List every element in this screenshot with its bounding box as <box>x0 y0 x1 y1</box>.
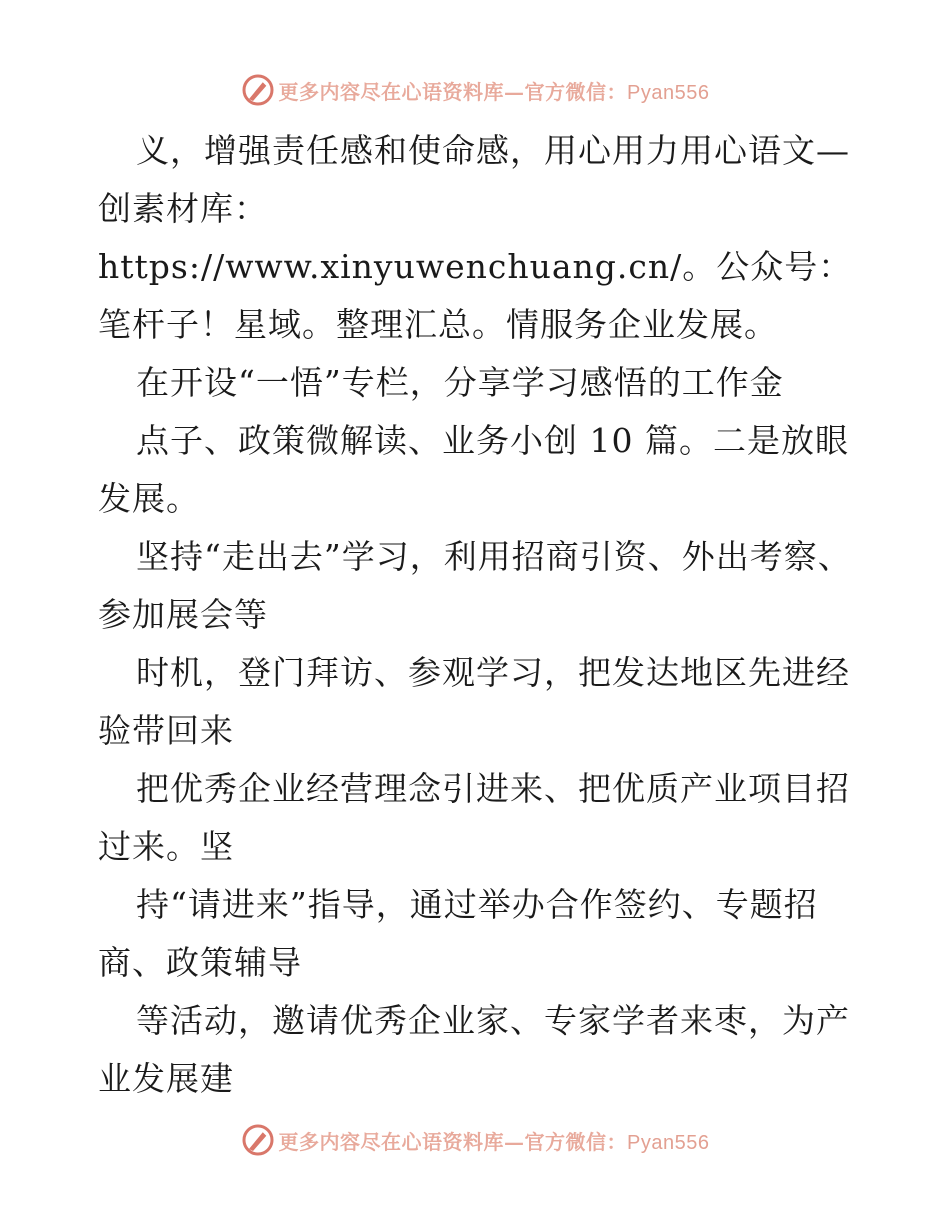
watermark-text <box>279 1126 710 1155</box>
paragraph-4: 坚持“走出去”学习，利用招商引资、外出考察、参加展会等 <box>98 537 852 634</box>
watermark-dash: — <box>504 79 525 104</box>
paragraph-7: 持“请进来”指导，通过举办合作签约、专题招商、政策辅导 <box>98 885 818 982</box>
watermark-id: Pyan556 <box>627 81 710 104</box>
paragraph-1: 义，增强责任感和使命感，用心用力用心语文—创素材库：https://www.xinyuwenchuang.cn/。公众号：笔杆子！星域。整理汇总。情服务企业发展。 <box>98 131 853 344</box>
watermark-main: 更多内容尽在心语资料库 <box>278 79 505 104</box>
watermark-banner-top <box>0 70 950 110</box>
paragraph-5: 时机，登门拜访、参观学习，把发达地区先进经验带回来 <box>98 653 850 750</box>
watermark-text <box>279 76 710 105</box>
watermark-main: 更多内容尽在心语资料库 <box>278 1129 505 1154</box>
watermark-official: 官方微信： <box>524 1129 628 1154</box>
paragraph-8: 等活动，邀请优秀企业家、专家学者来枣，为产业发展建 <box>98 1001 850 1098</box>
document-body <box>98 122 858 1108</box>
paragraph-2: 在开设“一悟”专栏，分享学习感悟的工作金 <box>136 363 784 402</box>
paragraph-6: 把优秀企业经营理念引进来、把优质产业项目招过来。坚 <box>98 769 850 866</box>
watermark-official: 官方微信： <box>524 79 628 104</box>
watermark-id: Pyan556 <box>627 1131 710 1154</box>
watermark-dash: — <box>504 1129 525 1154</box>
quill-logo-icon <box>241 73 275 107</box>
quill-logo-icon <box>241 1123 275 1157</box>
paragraph-3: 点子、政策微解读、业务小创 10 篇。二是放眼发展。 <box>98 421 849 518</box>
watermark-banner-bottom <box>0 1120 950 1160</box>
